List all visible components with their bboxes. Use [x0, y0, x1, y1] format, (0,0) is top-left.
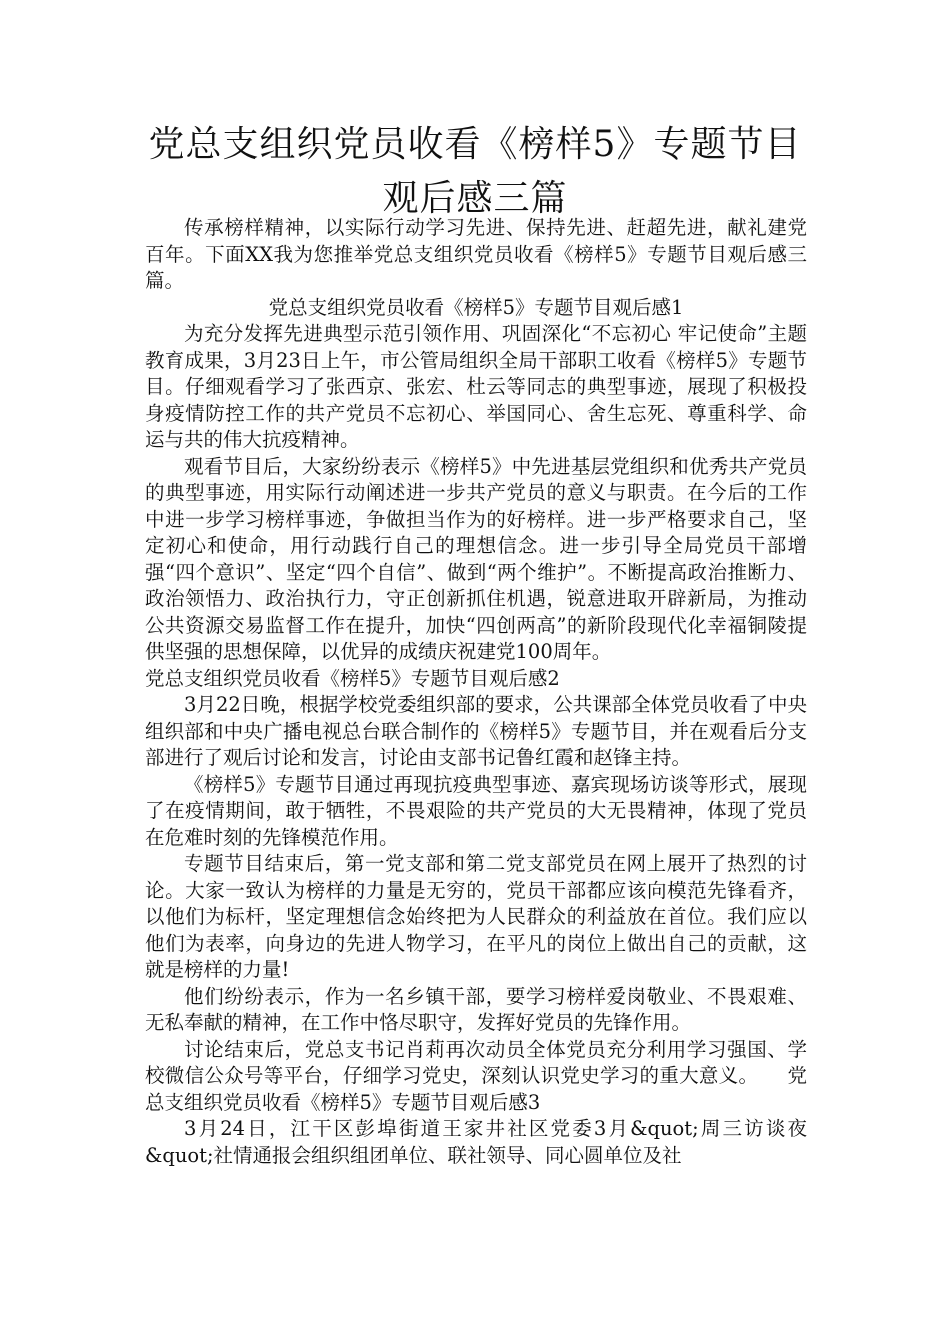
section-2-heading: 党总支组织党员收看《榜样5》专题节目观后感2	[145, 666, 560, 690]
section-1-heading: 党总支组织党员收看《榜样5》专题节目观后感1	[268, 295, 684, 319]
section-3-paragraph: 3月24日，江干区彭埠街道王家井社区党委3月&quot;周三访谈夜&quot;社情通报会组织组团单位、联社领导、同心圆单位及社	[145, 1117, 807, 1167]
section-2-paragraph: 他们纷纷表示，作为一名乡镇干部，要学习榜样爱岗敬业、不畏艰难、无私奉献的精神，在工作中恪尽职守，发挥好党员的先锋作用。	[145, 984, 807, 1034]
section-3-heading: 党总支组织党员收看《榜样5》专题节目观后感3	[145, 1064, 807, 1114]
section-2-paragraph: 专题节目结束后，第一党支部和第二党支部党员在网上展开了热烈的讨论。大家一致认为榜样的力量是无穷的，党员干部都应该向模范先锋看齐，以他们为标杆，坚定理想信念始终把为人民群众的利益放在首位。我们应以他们为表率，向身边的先进人物学习，在平凡的岗位上做出自己的贡献，这就是榜样的力量!	[145, 852, 807, 981]
section-2-paragraph-text: 讨论结束后，党总支书记肖莉再次动员全体党员充分利用学习强国、学校微信公众号等平台，仔细学习党史，深刻认识党史学习的重大意义。	[145, 1037, 807, 1087]
section-2-paragraph: 《榜样5》专题节目通过再现抗疫典型事迹、嘉宾现场访谈等形式，展现了在疫情期间，敢于牺牲，不畏艰险的共产党员的大无畏精神，体现了党员在危难时刻的先锋模范作用。	[145, 772, 807, 849]
section-1-paragraph: 观看节目后，大家纷纷表示《榜样5》中先进基层党组织和优秀共产党员的典型事迹，用实际行动阐述进一步共产党员的意义与职责。在今后的工作中进一步学习榜样事迹，争做担当作为的好榜样。进一步严格要求自己，坚定初心和使命，用行动践行自己的理想信念。进一步引导全局党员干部增强“四个意识”、坚定“四个自信”、做到“两个维护”。不断提高政治推断力、政治领悟力、政治执行力，守正创新抓住机遇，锐意进取开辟新局，为推动公共资源交易监督工作在提升，加快“四创两高”的新阶段现代化幸福铜陵提供坚强的思想保障，以优异的成绩庆祝建党100周年。	[145, 454, 807, 663]
section-1-paragraph: 为充分发挥先进典型示范引领作用、巩固深化“不忘初心 牢记使命”主题教育成果，3月23日上午，市公管局组织全局干部职工收看《榜样5》专题节目。仔细观看学习了张西京、张宏、杜云等同志的典型事迹，展现了积极投身疫情防控工作的共产党员不忘初心、举国同心、舍生忘死、尊重科学、命运与共的伟大抗疫精神。	[145, 322, 807, 451]
section-2-paragraph-with-section-3-heading	[145, 1037, 807, 1117]
intro-paragraph: 传承榜样精神，以实际行动学习先进、保持先进、赶超先进，献礼建党百年。下面XX我为您推举党总支组织党员收看《榜样5》专题节目观后感三篇。	[145, 216, 807, 292]
document-title: 党总支组织党员收看《榜样5》专题节目观后感三篇	[148, 124, 802, 219]
document-body	[145, 215, 807, 1169]
section-2-paragraph: 3月22日晚，根据学校党委组织部的要求，公共课部全体党员收看了中央组织部和中央广播电视总台联合制作的《榜样5》专题节目，并在观看后分支部进行了观后讨论和发言，讨论由支部书记鲁红霞和赵锋主持。	[145, 693, 807, 769]
